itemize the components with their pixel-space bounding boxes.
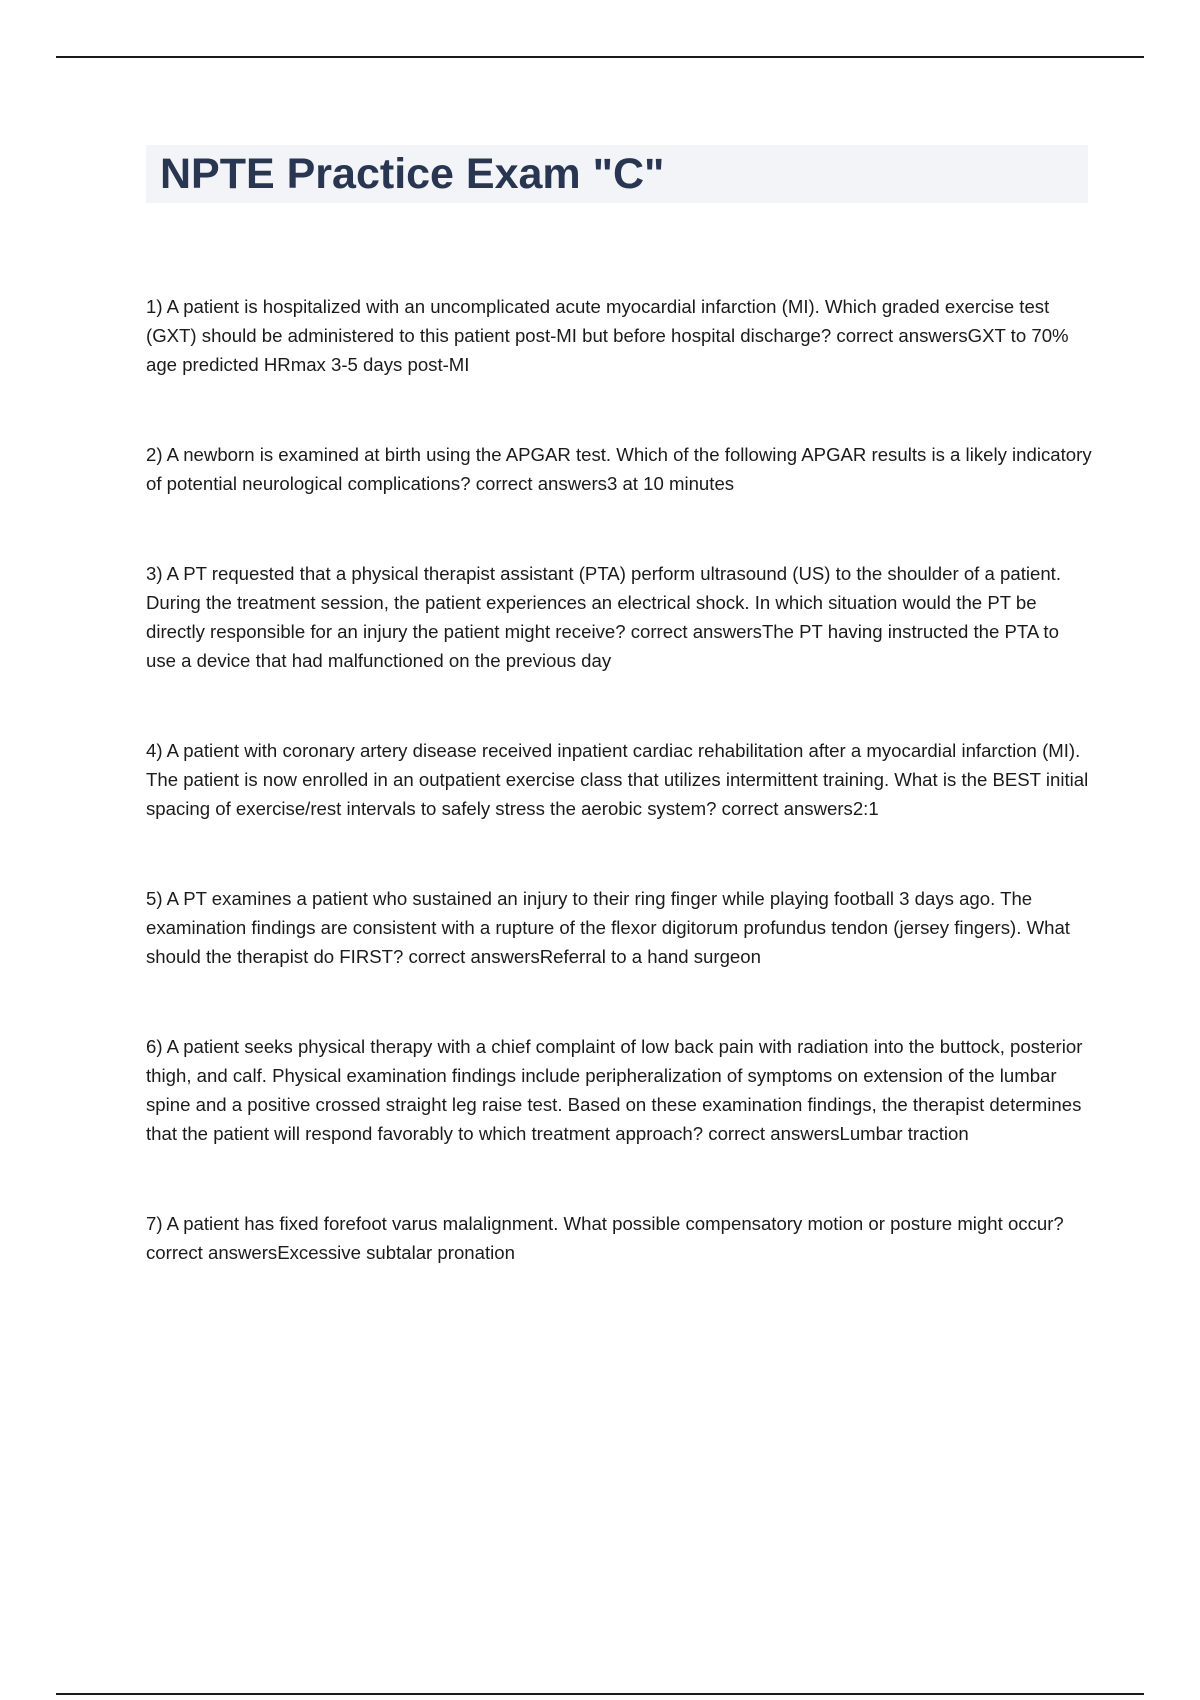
question-3: 3) A PT requested that a physical therapist assistant (PTA) perform ultrasound (US) to the shoulder of a patient. During the treatment session, the patient experiences an electrical shock. In which situation would the PT be directly responsible for an injury the patient might receive? correct answersThe PT having instructed the PTA to use a device that had malfunctioned on the previous day [146,563,1062,671]
question-2: 2) A newborn is examined at birth using the APGAR test. Which of the following APGAR results is a likely indicatory of potential neurological complications? correct answers3 at 10 minutes [146,444,1092,494]
top-rule [56,56,1144,58]
question-7: 7) A patient has fixed forefoot varus malalignment. What possible compensatory motion or posture might occur? correct answersExcessive subtalar pronation [146,1213,1064,1263]
title-band [146,145,1088,203]
question-list [146,292,1094,1328]
bottom-rule [56,1693,1144,1695]
question-1: 1) A patient is hospitalized with an uncomplicated acute myocardial infarction (MI). Which graded exercise test (GXT) should be administered to this patient post-MI but before hospital discharge? correct answersGXT to 70% age predicted HRmax 3-5 days post-MI [146,296,1069,375]
question-4: 4) A patient with coronary artery disease received inpatient cardiac rehabilitation after a myocardial infarction (MI). The patient is now enrolled in an outpatient exercise class that utilizes intermittent training. What is the BEST initial spacing of exercise/rest intervals to safely stress the aerobic system? correct answers2:1 [146,740,1089,819]
question-6: 6) A patient seeks physical therapy with a chief complaint of low back pain with radiation into the buttock, posterior thigh, and calf. Physical examination findings include peripheralization of symptoms on extension of the lumbar spine and a positive crossed straight leg raise test. Based on these examination findings, the therapist determines that the patient will respond favorably to which treatment approach? correct answersLumbar traction [146,1036,1083,1144]
page-title: NPTE Practice Exam "C" [160,150,665,198]
question-5: 5) A PT examines a patient who sustained an injury to their ring finger while playing football 3 days ago. The examination findings are consistent with a rupture of the flexor digitorum profundus tendon (jersey fingers). What should the therapist do FIRST? correct answersReferral to a hand surgeon [146,888,1070,967]
